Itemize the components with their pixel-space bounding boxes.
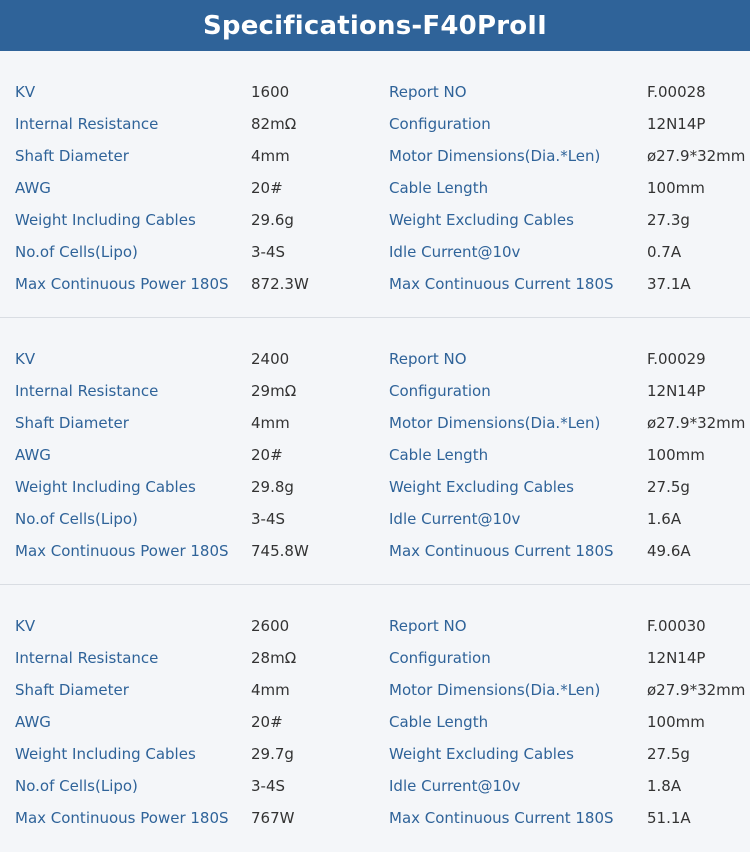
spec-value: 27.5g (647, 478, 690, 496)
spec-value: 20# (251, 713, 283, 731)
spec-value: 745.8W (251, 542, 309, 560)
spec-label: Configuration (389, 382, 491, 400)
spec-value: 20# (251, 446, 283, 464)
spec-label: Weight Excluding Cables (389, 478, 574, 496)
spec-label: Weight Excluding Cables (389, 211, 574, 229)
spec-label: Report NO (389, 83, 467, 101)
spec-label: Internal Resistance (15, 115, 159, 133)
spec-value: 27.5g (647, 745, 690, 763)
spec-row (0, 375, 750, 407)
spec-value: 28mΩ (251, 649, 297, 667)
spec-value: 2600 (251, 617, 290, 635)
spec-label: Motor Dimensions(Dia.*Len) (389, 681, 601, 699)
spec-label: Cable Length (389, 179, 489, 197)
spec-value: 49.6A (647, 542, 691, 560)
spec-label: Idle Current@10v (389, 510, 521, 528)
spec-label: Report NO (389, 617, 467, 635)
spec-row (0, 738, 750, 770)
spec-label: Shaft Diameter (15, 147, 129, 165)
spec-row (0, 140, 750, 172)
spec-row (0, 802, 750, 834)
spec-row (0, 204, 750, 236)
spec-row (0, 76, 750, 108)
spec-value: 4mm (251, 414, 290, 432)
spec-label: Internal Resistance (15, 649, 159, 667)
spec-label: Weight Including Cables (15, 211, 196, 229)
spec-value: 100mm (647, 179, 705, 197)
spec-label: No.of Cells(Lipo) (15, 243, 138, 261)
spec-label: Max Continuous Power 180S (15, 275, 229, 293)
spec-block (0, 585, 750, 852)
spec-value: ø27.9*32mm (647, 681, 746, 699)
spec-label: Cable Length (389, 446, 489, 464)
spec-label: Weight Excluding Cables (389, 745, 574, 763)
spec-value: 100mm (647, 446, 705, 464)
spec-label: Idle Current@10v (389, 243, 521, 261)
spec-row (0, 108, 750, 140)
spec-value: 20# (251, 179, 283, 197)
spec-value: 29mΩ (251, 382, 297, 400)
spec-value: 0.7A (647, 243, 682, 261)
spec-label: KV (15, 83, 36, 101)
spec-label: Cable Length (389, 713, 489, 731)
spec-label: No.of Cells(Lipo) (15, 510, 138, 528)
spec-value: F.00030 (647, 617, 706, 635)
spec-row (0, 236, 750, 268)
spec-row (0, 439, 750, 471)
page-title: Specifications-F40ProII (0, 0, 750, 51)
spec-label: Configuration (389, 649, 491, 667)
spec-row (0, 642, 750, 674)
spec-value: 29.7g (251, 745, 294, 763)
spec-label: Internal Resistance (15, 382, 159, 400)
spec-value: 1.6A (647, 510, 682, 528)
spec-row (0, 268, 750, 300)
spec-label: Shaft Diameter (15, 414, 129, 432)
spec-value: 767W (251, 809, 295, 827)
spec-label: Max Continuous Current 180S (389, 809, 614, 827)
spec-label: Max Continuous Current 180S (389, 275, 614, 293)
spec-label: Shaft Diameter (15, 681, 129, 699)
spec-value: 2400 (251, 350, 290, 368)
spec-label: Report NO (389, 350, 467, 368)
spec-blocks (0, 51, 750, 852)
spec-value: ø27.9*32mm (647, 414, 746, 432)
spec-value: 1.8A (647, 777, 682, 795)
spec-label: Configuration (389, 115, 491, 133)
spec-value: 1600 (251, 83, 290, 101)
spec-label: KV (15, 617, 36, 635)
spec-value: 12N14P (647, 115, 706, 133)
spec-value: 872.3W (251, 275, 309, 293)
spec-value: 29.8g (251, 478, 294, 496)
spec-value: 3-4S (251, 243, 286, 261)
spec-row (0, 674, 750, 706)
spec-row (0, 610, 750, 642)
spec-value: 4mm (251, 681, 290, 699)
spec-row (0, 706, 750, 738)
spec-label: AWG (15, 179, 51, 197)
spec-label: AWG (15, 446, 51, 464)
spec-row (0, 343, 750, 375)
spec-row (0, 407, 750, 439)
spec-label: KV (15, 350, 36, 368)
spec-label: Idle Current@10v (389, 777, 521, 795)
spec-row (0, 535, 750, 567)
spec-value: 29.6g (251, 211, 294, 229)
spec-value: 100mm (647, 713, 705, 731)
spec-value: 3-4S (251, 777, 286, 795)
spec-row (0, 471, 750, 503)
spec-label: Max Continuous Power 180S (15, 542, 229, 560)
spec-value: 51.1A (647, 809, 691, 827)
spec-value: ø27.9*32mm (647, 147, 746, 165)
spec-value: 12N14P (647, 382, 706, 400)
spec-value: 37.1A (647, 275, 691, 293)
spec-label: Weight Including Cables (15, 478, 196, 496)
spec-label: No.of Cells(Lipo) (15, 777, 138, 795)
spec-value: F.00029 (647, 350, 706, 368)
spec-label: Max Continuous Current 180S (389, 542, 614, 560)
spec-value: 3-4S (251, 510, 286, 528)
spec-value: 27.3g (647, 211, 690, 229)
spec-value: 82mΩ (251, 115, 297, 133)
spec-label: Max Continuous Power 180S (15, 809, 229, 827)
spec-value: F.00028 (647, 83, 706, 101)
spec-row (0, 770, 750, 802)
spec-label: Motor Dimensions(Dia.*Len) (389, 414, 601, 432)
spec-label: Weight Including Cables (15, 745, 196, 763)
spec-label: Motor Dimensions(Dia.*Len) (389, 147, 601, 165)
spec-row (0, 503, 750, 535)
spec-block (0, 318, 750, 585)
spec-value: 12N14P (647, 649, 706, 667)
spec-row (0, 172, 750, 204)
spec-block (0, 51, 750, 318)
spec-value: 4mm (251, 147, 290, 165)
spec-label: AWG (15, 713, 51, 731)
